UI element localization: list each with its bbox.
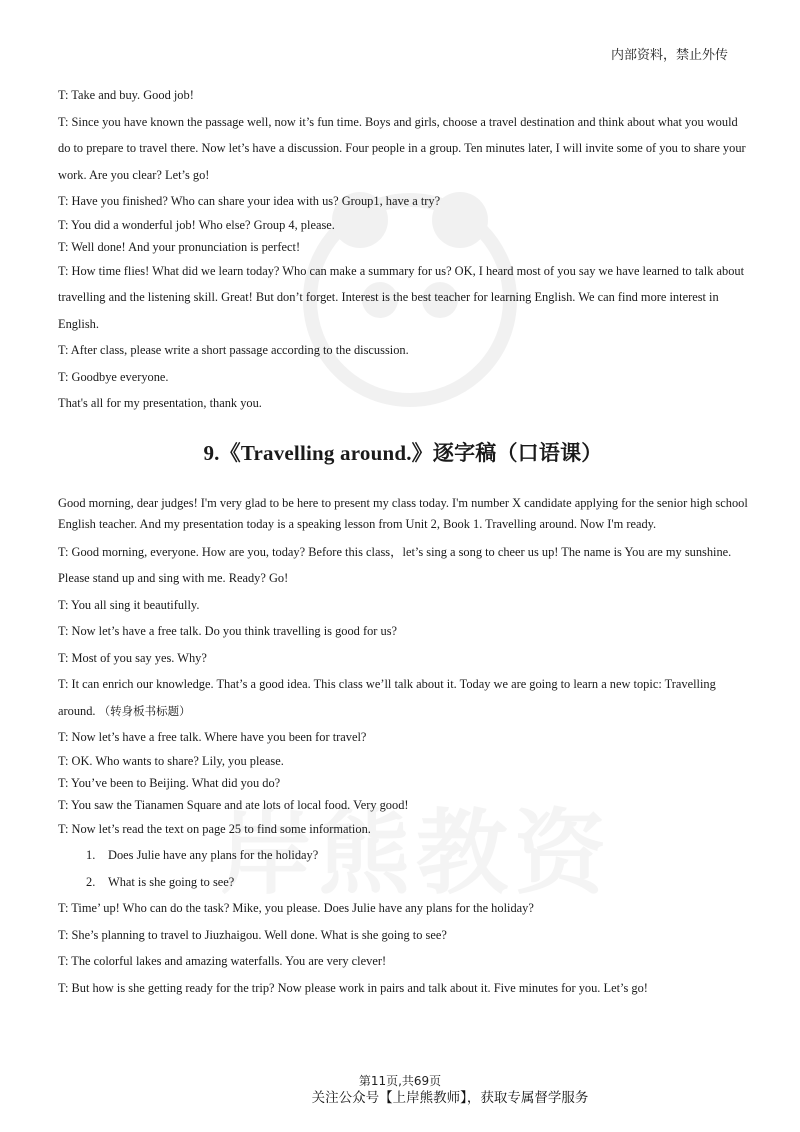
paragraph: T: Now let’s have a free talk. Do you think travelling is good for us? xyxy=(58,624,398,638)
paragraph: T: Good morning, everyone. How are you, today? Before this class，let’s sing a song to cheer us up! The name is You are my sunshine. Please stand up and sing with me. Ready? Go! xyxy=(58,544,732,585)
question-number: 1. xyxy=(86,848,96,862)
document-body xyxy=(58,82,748,1001)
page-number: 第11页,共69页 xyxy=(358,1074,442,1088)
paragraph: T: You’ve been to Beijing. What did you do? xyxy=(58,775,281,790)
paragraph: T: Now let’s read the text on page 25 to find some information. xyxy=(58,821,371,836)
paragraph: T: Most of you say yes. Why? xyxy=(58,650,207,665)
question-text: Does Julie have any plans for the holiday? xyxy=(108,848,319,862)
paragraph: T: Well done! And your pronunciation is perfect! xyxy=(58,239,301,254)
paragraph: T: OK. Who wants to share? Lily, you please. xyxy=(58,753,284,768)
question-item xyxy=(86,869,748,896)
section-title: 9.《Travelling around.》逐字稿（口语课） xyxy=(203,440,603,465)
intro-paragraph: Good morning, dear judges! I'm very glad to be here to present my class today. I'm number X candidate applying for the senior high school English teacher. And my presentation today is a speaking lesson from Unit 2, Book 1. Travelling around. Now I'm ready. xyxy=(58,495,748,531)
paragraph: T: Goodbye everyone. xyxy=(58,369,169,384)
paragraph xyxy=(58,671,748,724)
confidential-note: 内部资料，禁止外传 xyxy=(610,48,728,63)
paragraph: T: She’s planning to travel to Jiuzhaigou. Well done. What is she going to see? xyxy=(58,927,447,942)
paragraph: T: You did a wonderful job! Who else? Group 4, please. xyxy=(58,217,335,232)
paragraph: T: Time’ up! Who can do the task? Mike, you please. Does Julie have any plans for the holiday? xyxy=(58,901,534,915)
paragraph: T: You saw the Tianamen Square and ate lots of local food. Very good! xyxy=(58,797,409,812)
board-note: （转身板书标题） xyxy=(98,703,191,718)
paragraph: T: After class, please write a short passage according to the discussion. xyxy=(58,343,409,357)
question-item xyxy=(86,842,748,869)
paragraph: T: Since you have known the passage well, now it’s fun time. Boys and girls, choose a travel destination and think about what you would do to prepare to travel there. Now let’s have a discussion. Four people in a group. Ten minutes later, I will invite some of you to share your work. Are you clear? Let’s go! xyxy=(58,114,746,182)
footer-promo-text: 关注公众号【上岸熊教师】，获取专属督学服务 xyxy=(311,1090,589,1106)
paragraph: T: Take and buy. Good job! xyxy=(58,88,194,102)
paragraph: T: Have you finished? Who can share your idea with us? Group1, have a try? xyxy=(58,194,441,208)
paragraph: T: Now let’s have a free talk. Where have you been for travel? xyxy=(58,730,367,744)
paragraph: T: How time flies! What did we learn today? Who can make a summary for us? OK, I heard most of you say we have learned to talk about travelling and the listening skill. Great! But don’t forget. Interest is the best teacher for learning English. We can find more interest in English. xyxy=(58,263,745,331)
topic-line: T: It can enrich our knowledge. That’s a good idea. This class we’ll talk about it. Today we are going to learn a new topic: Travelling around. xyxy=(58,677,716,718)
paragraph: T: But how is she getting ready for the trip? Now please work in pairs and talk about it. Five minutes for you. Let’s go! xyxy=(58,980,648,995)
page-footer xyxy=(0,1074,800,1108)
paragraph: That's all for my presentation, thank you. xyxy=(58,396,262,410)
question-text: What is she going to see? xyxy=(108,874,235,889)
question-number: 2. xyxy=(86,874,96,889)
paragraph: T: You all sing it beautifully. xyxy=(58,597,200,612)
paragraph: T: The colorful lakes and amazing waterfalls. You are very clever! xyxy=(58,954,387,968)
